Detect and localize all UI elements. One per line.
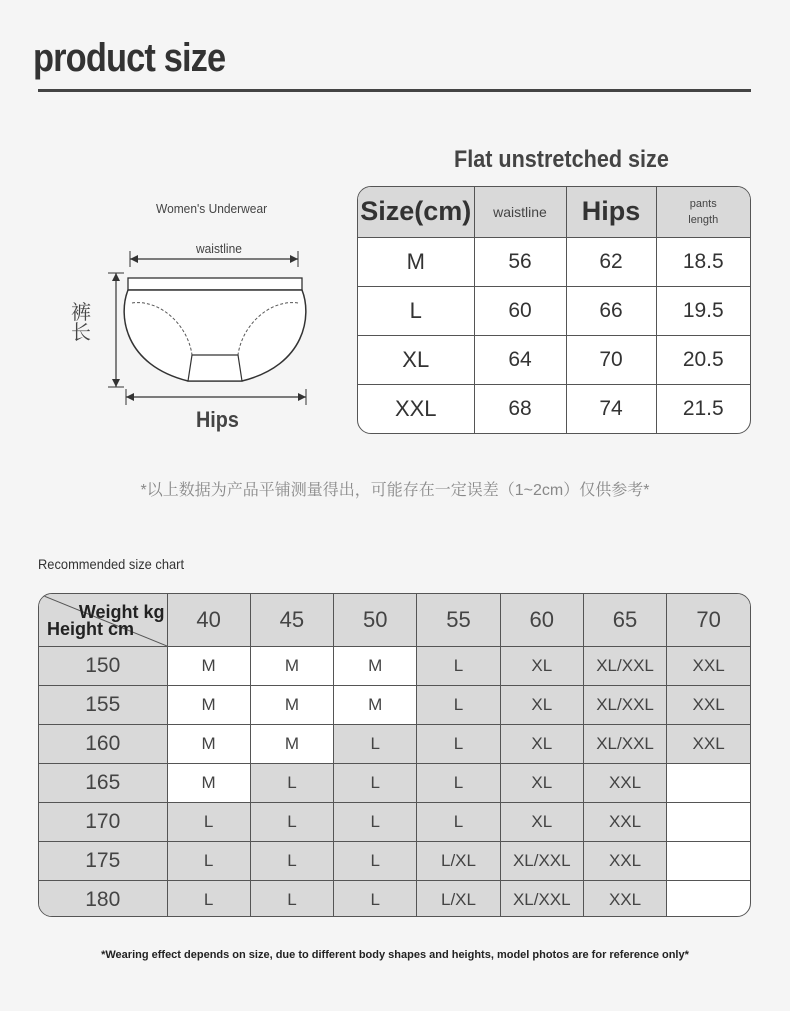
size-cell: L [250,763,333,802]
size-cell: XXL [667,646,750,685]
hips-cell: 62 [566,237,656,286]
size-cell: XXL [583,880,666,917]
size-cell: L [417,646,500,685]
recommended-size-table [38,593,751,917]
size-cell: L [167,880,250,917]
page-title: product size [33,36,226,80]
size-cell: M [167,724,250,763]
size-cell: M [358,237,474,286]
size-cell [667,802,750,841]
weight-header-row [39,594,750,646]
height-cell: 150 [39,646,167,685]
hips-cell: 66 [566,286,656,335]
size-cell: XL [500,763,583,802]
recommended-body [39,646,750,917]
waist-cell: 68 [474,384,566,433]
weight-header: 55 [417,594,500,646]
size-cell: XXL [667,724,750,763]
size-cell: XL/XXL [500,841,583,880]
weight-header: 60 [500,594,583,646]
size-cell: XL [500,646,583,685]
height-cell: 160 [39,724,167,763]
size-cell: L/XL [417,880,500,917]
flat-header-row [358,187,750,237]
table-row [39,802,750,841]
table-row [39,685,750,724]
size-cell: M [167,685,250,724]
header-hips: Hips [566,187,656,237]
length-cell: 21.5 [656,384,750,433]
measurement-note: *以上数据为产品平铺测量得出，可能存在一定误差（1~2cm）仅供参考* [140,482,650,499]
header-size: Size(cm) [358,187,474,237]
size-cell: L [417,763,500,802]
diagram-waist-label: waistline [196,241,242,256]
flat-size-title: Flat unstretched size [454,146,669,173]
weight-header: 70 [667,594,750,646]
size-cell: M [250,685,333,724]
size-cell: L [167,841,250,880]
size-cell: M [334,685,417,724]
size-cell: M [167,646,250,685]
size-cell: XL [500,724,583,763]
size-cell: L [358,286,474,335]
size-cell: M [334,646,417,685]
diagram-caption: Women's Underwear [156,201,268,216]
height-axis-label: Height cm [47,618,135,639]
size-cell [667,880,750,917]
size-cell: XL/XXL [583,724,666,763]
table-row [358,384,750,433]
corner-cell [39,594,167,646]
size-cell: L [167,802,250,841]
title-divider [38,89,751,92]
weight-axis-label: Weight kg [78,602,165,622]
size-cell: XL/XXL [583,685,666,724]
size-cell: M [250,724,333,763]
size-cell: XXL [583,802,666,841]
size-cell: L [417,685,500,724]
diagram-hips-label: Hips [196,407,239,432]
size-cell: XXL [583,763,666,802]
size-cell: L [334,763,417,802]
table-row [39,646,750,685]
size-cell: L [250,880,333,917]
weight-header: 40 [167,594,250,646]
size-cell: XXL [583,841,666,880]
size-cell: M [167,763,250,802]
size-cell: L [334,841,417,880]
length-cell: 20.5 [656,335,750,384]
size-cell: XXL [358,384,474,433]
weight-header: 65 [583,594,666,646]
table-row [358,335,750,384]
size-cell: L [250,802,333,841]
height-cell: 170 [39,802,167,841]
header-waistline: waistline [474,187,566,237]
recommended-title: Recommended size chart [38,556,185,572]
size-cell: XXL [667,685,750,724]
table-row [39,880,750,917]
hips-cell: 74 [566,384,656,433]
header-pants-line2: length [688,213,719,226]
length-cell: 18.5 [656,237,750,286]
size-cell [667,841,750,880]
weight-header: 45 [250,594,333,646]
size-cell: M [250,646,333,685]
size-cell: L [334,880,417,917]
size-cell: L [250,841,333,880]
table-row [39,724,750,763]
size-cell: XL [500,802,583,841]
size-cell: L [417,724,500,763]
size-cell: L [417,802,500,841]
flat-size-table [357,186,751,434]
size-cell: L [334,724,417,763]
waist-cell: 64 [474,335,566,384]
reference-note: *Wearing effect depends on size, due to different body shapes and heights, model photos are for reference only* [101,949,689,961]
table-row [39,841,750,880]
hips-cell: 70 [566,335,656,384]
size-cell: XL/XXL [583,646,666,685]
table-row [358,237,750,286]
diagram-length-label: 裤长 [71,302,91,344]
height-cell: 180 [39,880,167,917]
size-cell: XL/XXL [500,880,583,917]
size-cell: XL [500,685,583,724]
header-pants-line1: pants [689,197,717,210]
size-cell: L/XL [417,841,500,880]
table-row [358,286,750,335]
size-cell: XL [358,335,474,384]
height-cell: 155 [39,685,167,724]
size-cell [667,763,750,802]
height-cell: 165 [39,763,167,802]
weight-header: 50 [334,594,417,646]
waist-cell: 60 [474,286,566,335]
height-cell: 175 [39,841,167,880]
waist-cell: 56 [474,237,566,286]
underwear-diagram [60,195,340,445]
table-row [39,763,750,802]
header-pants-length [656,187,750,237]
length-cell: 19.5 [656,286,750,335]
size-cell: L [334,802,417,841]
